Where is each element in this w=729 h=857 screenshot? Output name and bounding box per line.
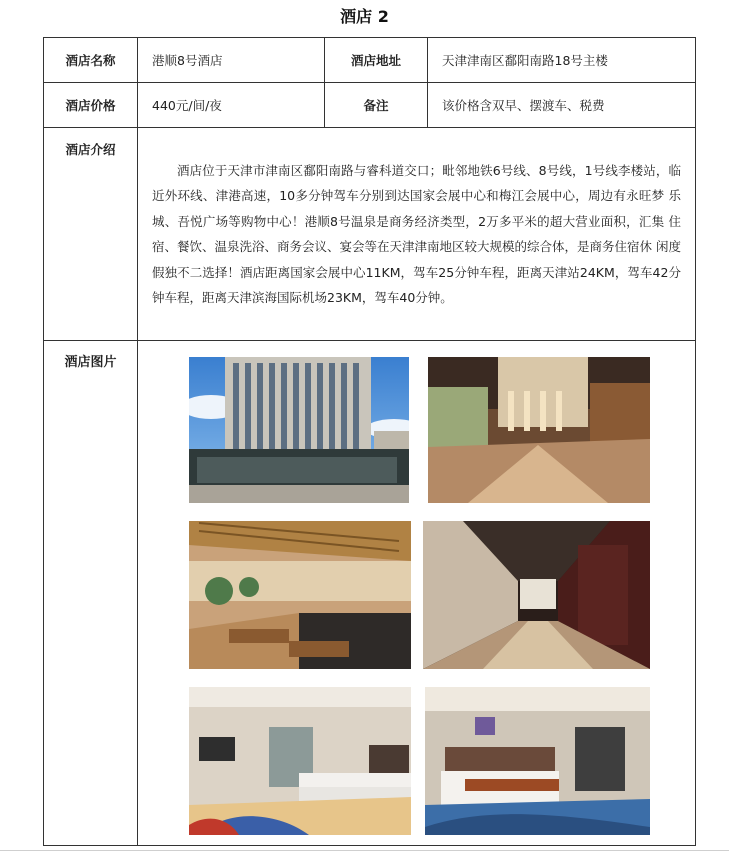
intro-text: 酒店位于天津市津南区鄱阳南路与睿科道交口；毗邻地铁6号线、8号线，1号线李楼站，临近外环线、津港高速，10多分钟驾车分别到达国家会展中心和梅江会展中心，周边有永旺梦 乐城、吾悦广场等购物中心！港顺8号温泉是商务经济类型，2万多平米的超大营业面积，汇集 住宿、餐饮、温泉洗浴、商务会议、宴会等在天津津南地区较大规模的综合体，是商务住宿休 闲度假独不二选择！酒店距离国家会展中心11KM，驾车25分钟车程，距离天津站24KM，驾车42分钟车程，距离天津滨海国际机场23KM，驾车40分钟。	[138, 128, 696, 341]
hotel-exterior-photo	[189, 357, 409, 503]
hotel-lobby-photo	[428, 357, 650, 503]
hotel-price-value: 440元/间/夜	[138, 83, 325, 128]
hotel-address-value: 天津津南区鄱阳南路18号主楼	[428, 38, 696, 83]
page-bottom-rule	[0, 850, 729, 851]
images-label: 酒店图片	[44, 341, 138, 846]
hotel-name-label: 酒店名称	[44, 38, 138, 83]
restaurant-photo	[189, 521, 411, 669]
hotel-name-value: 港顺8号酒店	[138, 38, 325, 83]
intro-label: 酒店介绍	[44, 128, 138, 341]
note-label: 备注	[325, 83, 428, 128]
hotel-price-label: 酒店价格	[44, 83, 138, 128]
note-value: 该价格含双早、摆渡车、税费	[428, 83, 696, 128]
page-title: 酒店 2	[340, 7, 389, 26]
guest-room-twin-photo	[189, 687, 411, 835]
hallway-photo	[423, 521, 650, 669]
images-cell	[138, 341, 696, 846]
guest-room-double-photo	[425, 687, 650, 835]
hotel-info-table	[43, 37, 696, 846]
hotel-address-label: 酒店地址	[325, 38, 428, 83]
